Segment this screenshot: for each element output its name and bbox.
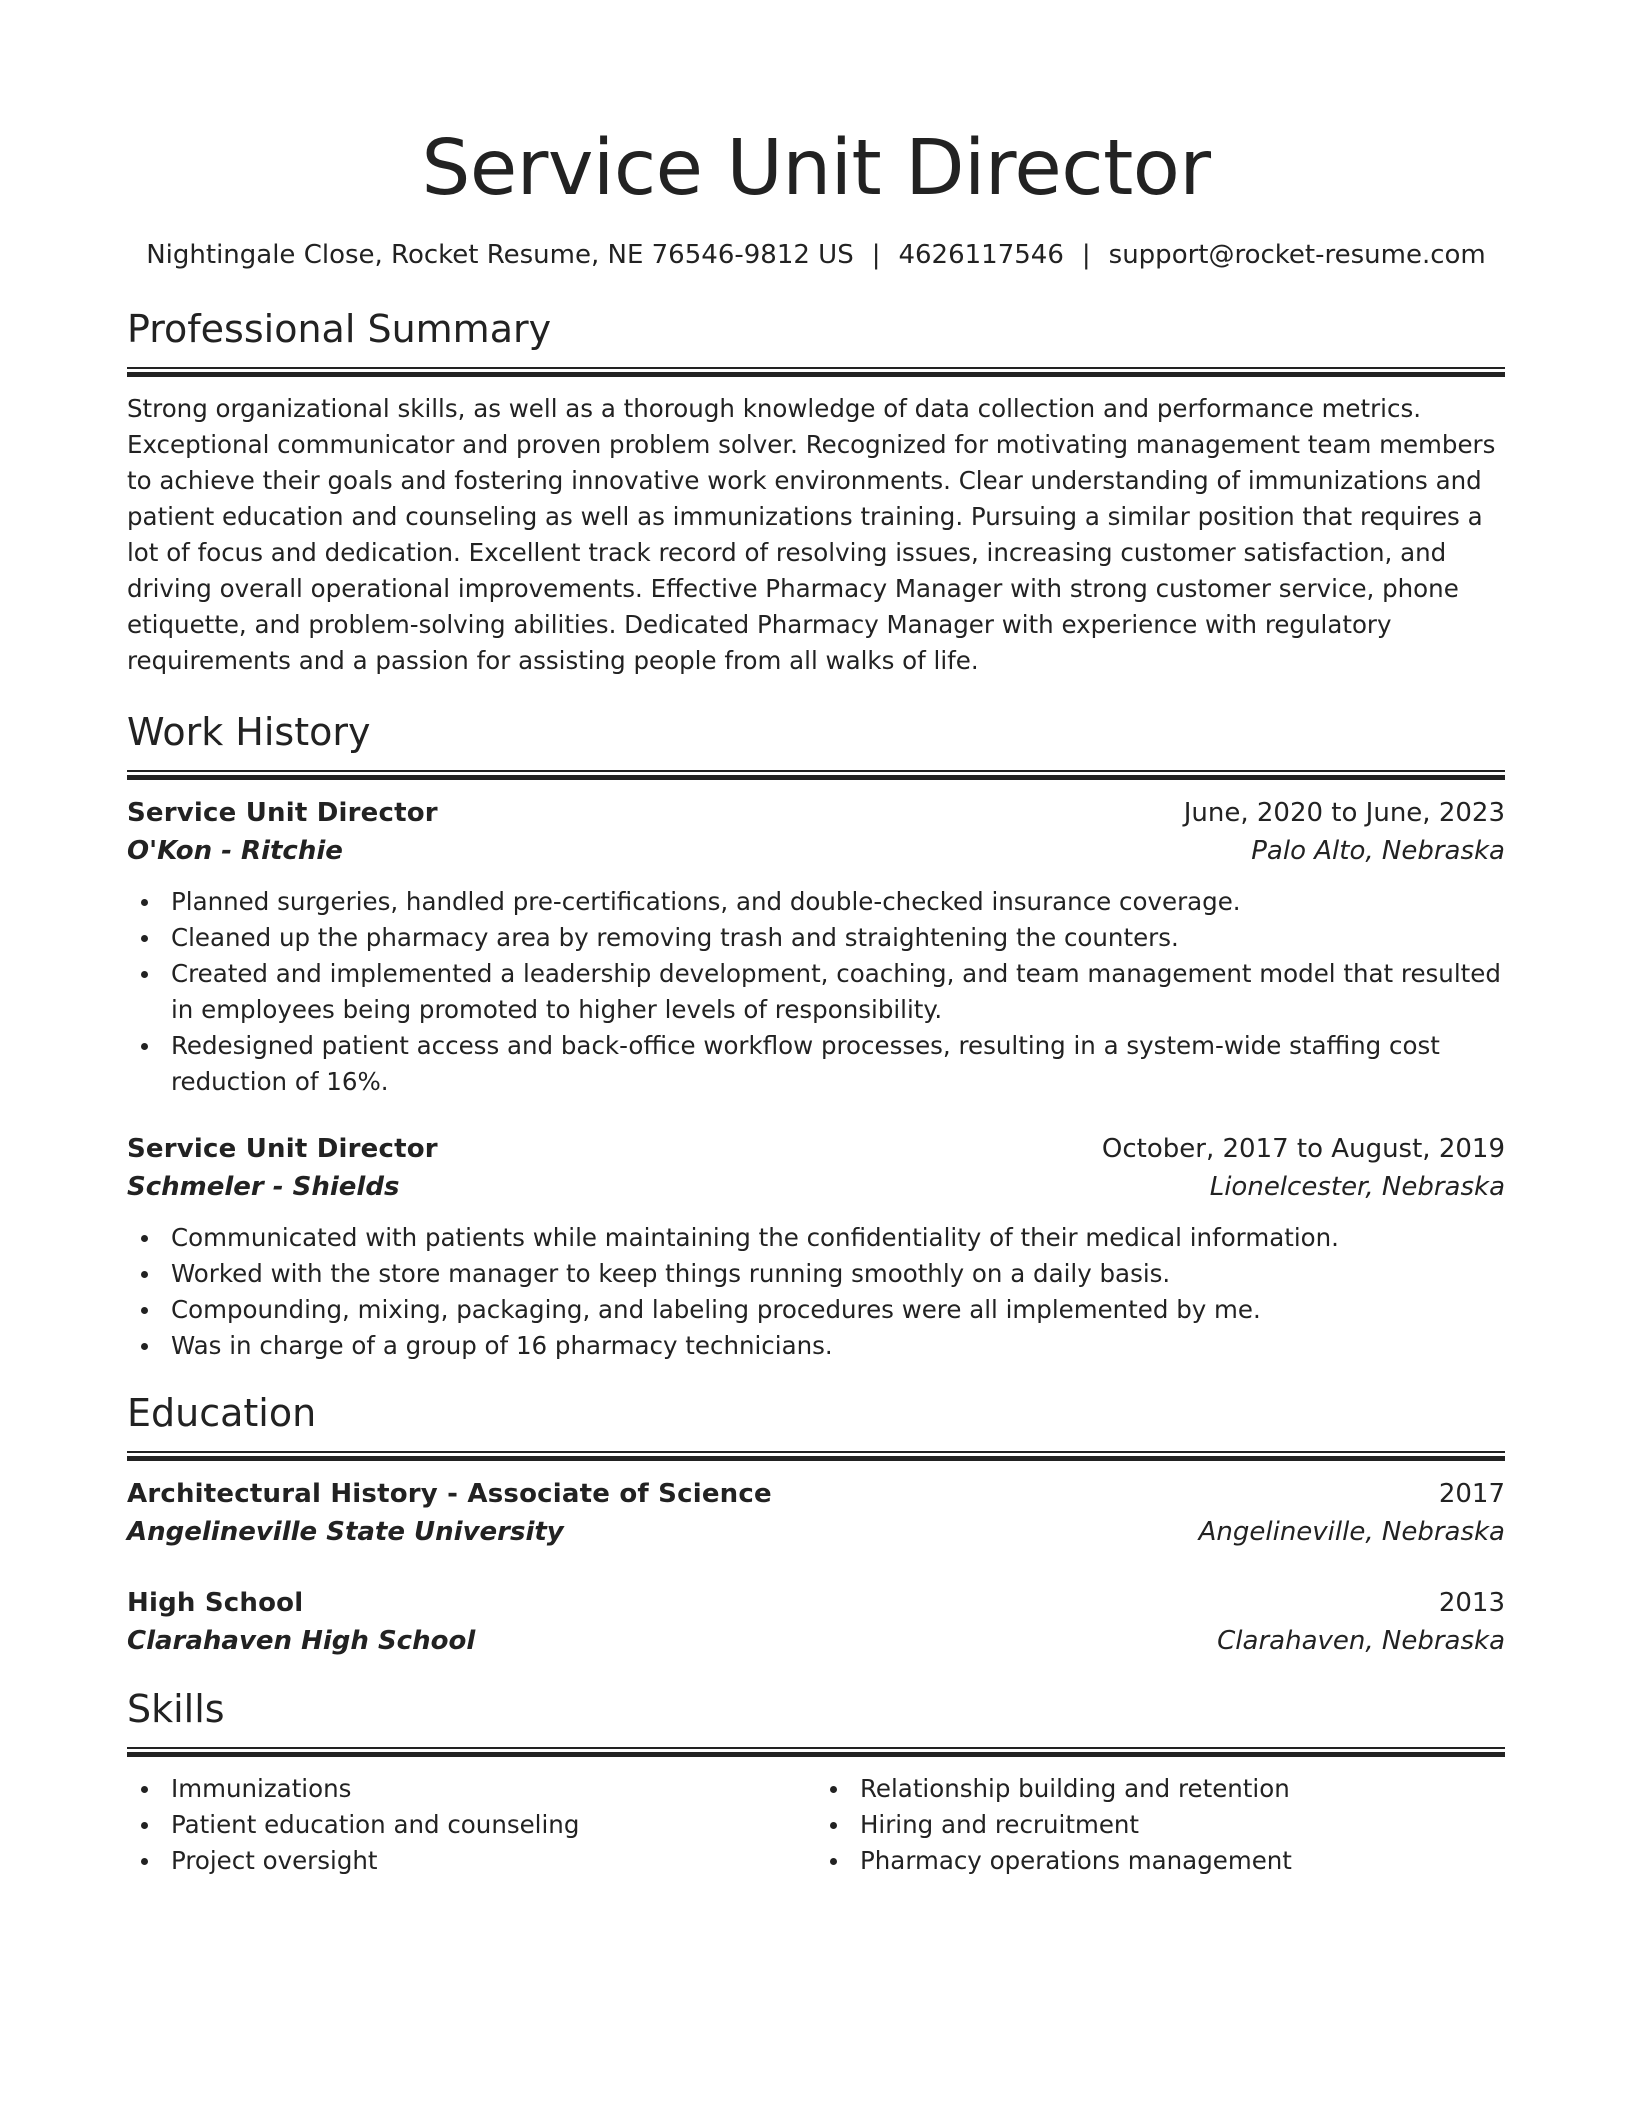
job-company: O'Kon - Ritchie: [127, 836, 343, 866]
section-title-work-history: Work History: [127, 710, 371, 754]
education-degree: High School: [127, 1588, 304, 1618]
section-title-skills: Skills: [127, 1687, 225, 1731]
skills-grid: [127, 1771, 1505, 1879]
list-item: Redesigned patient access and back-office workflow processes, resulting in a system-wide staffing cost reduction of 16%.: [127, 1028, 1505, 1100]
contact-line: [127, 238, 1505, 272]
skill-item: Patient education and counseling: [127, 1807, 816, 1843]
section-divider: [127, 1747, 1505, 1757]
education-year: 2013: [1438, 1588, 1505, 1618]
education-location: Clarahaven, Nebraska: [1217, 1626, 1505, 1656]
education-entry: [127, 1584, 1505, 1660]
section-title-education: Education: [127, 1391, 317, 1435]
education-section: [127, 1390, 1505, 1660]
skill-item: Pharmacy operations management: [816, 1843, 1505, 1879]
education-degree: Architectural History - Associate of Science: [127, 1479, 772, 1509]
job-position: Service Unit Director: [127, 798, 438, 828]
job-entry: [127, 1130, 1505, 1364]
skills-section: [127, 1686, 1505, 1879]
contact-separator: |: [1081, 240, 1091, 270]
list-item: Compounding, mixing, packaging, and labeling procedures were all implemented by me.: [127, 1292, 1505, 1328]
summary-section: [127, 306, 1505, 679]
contact-address: Nightingale Close, Rocket Resume, NE 76546-9812 US: [146, 240, 854, 270]
work-history-section: [127, 709, 1505, 1364]
list-item: Was in charge of a group of 16 pharmacy technicians.: [127, 1328, 1505, 1364]
job-location: Palo Alto, Nebraska: [1251, 836, 1505, 866]
skill-item: Relationship building and retention: [816, 1771, 1505, 1807]
job-dates: June, 2020 to June, 2023: [1183, 798, 1505, 828]
list-item: Communicated with patients while maintaining the confidentiality of their medical information.: [127, 1220, 1505, 1256]
resume-name: Service Unit Director: [421, 124, 1211, 213]
list-item: Cleaned up the pharmacy area by removing trash and straightening the counters.: [127, 920, 1505, 956]
section-divider: [127, 1451, 1505, 1461]
job-position: Service Unit Director: [127, 1134, 438, 1164]
job-company: Schmeler - Shields: [127, 1172, 400, 1202]
list-item: Planned surgeries, handled pre-certifications, and double-checked insurance coverage.: [127, 884, 1505, 920]
summary-text: Strong organizational skills, as well as a thorough knowledge of data collection and performance metrics. Exceptional communicator and proven problem solver. Recognized for motivating management team members to achieve their goals and fostering innovative work environments. Clear understanding of immunizations and patient education and counseling as well as immunizations training. Pursuing a similar position that requires a lot of focus and dedication. Excellent track record of resolving issues, increasing customer satisfaction, and driving overall operational improvements. Effective Pharmacy Manager with strong customer service, phone etiquette, and problem-solving abilities. Dedicated Pharmacy Manager with experience with regulatory requirements and a passion for assisting people from all walks of life.: [127, 394, 1496, 675]
education-entry: [127, 1475, 1505, 1551]
skills-column-left: [127, 1771, 816, 1879]
education-location: Angelineville, Nebraska: [1198, 1517, 1505, 1547]
education-year: 2017: [1438, 1479, 1505, 1509]
job-location: Lionelcester, Nebraska: [1209, 1172, 1505, 1202]
list-item: Worked with the store manager to keep things running smoothly on a daily basis.: [127, 1256, 1505, 1292]
skills-column-right: [816, 1771, 1505, 1879]
section-divider: [127, 770, 1505, 780]
job-dates: October, 2017 to August, 2019: [1101, 1134, 1505, 1164]
skill-item: Immunizations: [127, 1771, 816, 1807]
job-bullets: [127, 884, 1505, 1100]
job-bullets: [127, 1220, 1505, 1364]
education-school: Clarahaven High School: [127, 1626, 476, 1656]
section-divider: [127, 367, 1505, 377]
job-entry: [127, 794, 1505, 1100]
skill-item: Hiring and recruitment: [816, 1807, 1505, 1843]
contact-separator: |: [871, 240, 881, 270]
contact-email[interactable]: support@rocket-resume.com: [1108, 240, 1486, 270]
list-item: Created and implemented a leadership development, coaching, and team management model that resulted in employees being promoted to higher levels of responsibility.: [127, 956, 1505, 1028]
education-school: Angelineville State University: [127, 1517, 564, 1547]
skill-item: Project oversight: [127, 1843, 816, 1879]
contact-phone: 4626117546: [898, 240, 1064, 270]
section-title-summary: Professional Summary: [127, 307, 552, 351]
